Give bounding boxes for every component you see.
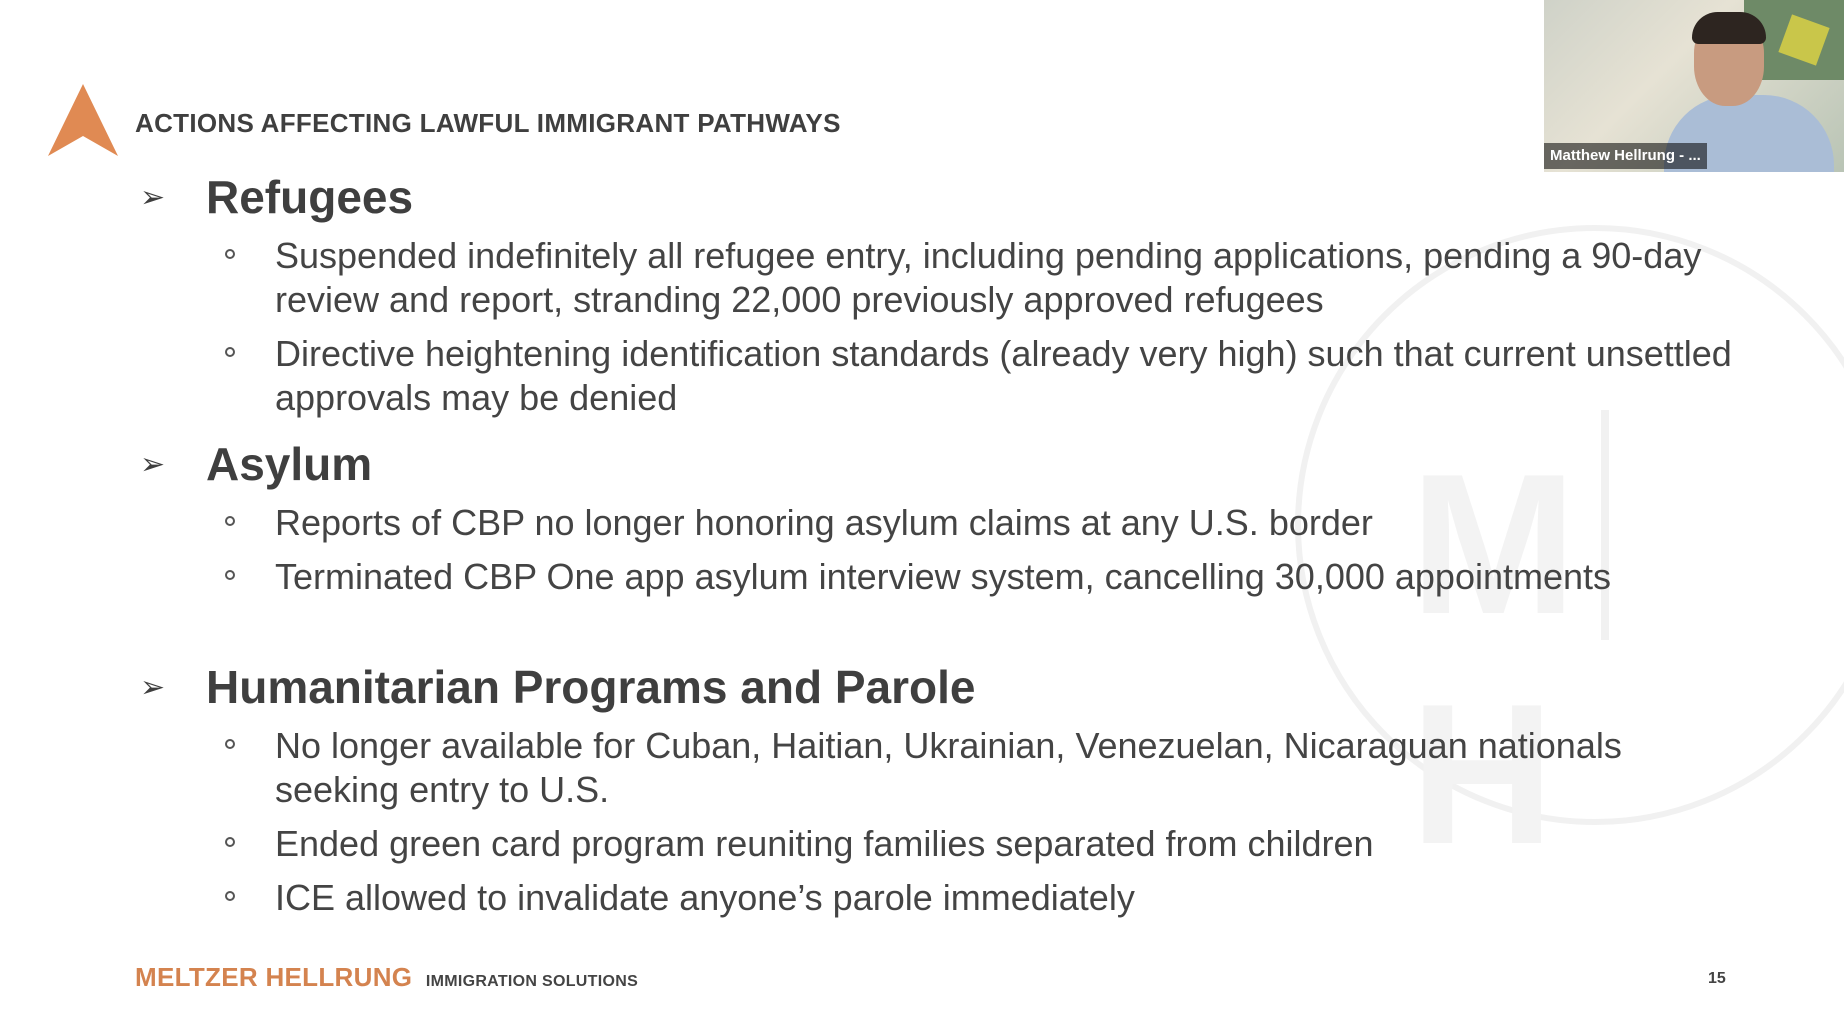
watermark-monogram: M H <box>1410 433 1617 886</box>
list-item: Suspended indefinitely all refugee entry, including pending applications, pending a 90-day review and report, stranding 22,000 previously approved refugees <box>140 234 1740 322</box>
circle-bullet-icon <box>225 891 235 901</box>
participant-video-tile[interactable] <box>1544 0 1844 172</box>
footer-brand <box>135 962 638 993</box>
slide-title: ACTIONS AFFECTING LAWFUL IMMIGRANT PATHWAYS <box>135 108 841 138</box>
section-asylum <box>140 437 1760 599</box>
list-item: No longer available for Cuban, Haitian, Ukrainian, Venezuelan, Nicaraguan nationals seeking entry to U.S. <box>140 724 1740 812</box>
circle-bullet-icon <box>225 837 235 847</box>
arrow-bullet-icon: ➢ <box>140 180 166 214</box>
section-humanitarian-parole <box>140 660 1760 920</box>
section-title: Asylum <box>206 438 373 490</box>
list-item: Terminated CBP One app asylum interview system, cancelling 30,000 appointments <box>140 555 1740 599</box>
footer-brand-name: MELTZER HELLRUNG <box>135 962 413 992</box>
section-refugees <box>140 170 1760 420</box>
arrow-bullet-icon: ➢ <box>140 670 166 704</box>
footer-subtitle: IMMIGRATION SOLUTIONS <box>425 973 639 990</box>
circle-bullet-icon <box>225 249 235 259</box>
list-item: Ended green card program reuniting families separated from children <box>140 822 1740 866</box>
circle-bullet-icon <box>225 347 235 357</box>
list-item: ICE allowed to invalidate anyone’s parole immediately <box>140 876 1740 920</box>
section-title: Humanitarian Programs and Parole <box>206 661 976 713</box>
section-title: Refugees <box>206 171 414 223</box>
list-item: Directive heightening identification standards (already very high) such that current unsettled approvals may be denied <box>140 332 1740 420</box>
brand-logo-icon <box>48 84 118 156</box>
circle-bullet-icon <box>225 739 235 749</box>
video-person-hair <box>1692 12 1766 44</box>
participant-name-label: Matthew Hellrung - ... <box>1544 143 1707 169</box>
arrow-bullet-icon: ➢ <box>140 447 166 481</box>
list-item: Reports of CBP no longer honoring asylum claims at any U.S. border <box>140 501 1740 545</box>
page-number: 15 <box>1708 970 1726 987</box>
circle-bullet-icon <box>225 516 235 526</box>
circle-bullet-icon <box>225 570 235 580</box>
